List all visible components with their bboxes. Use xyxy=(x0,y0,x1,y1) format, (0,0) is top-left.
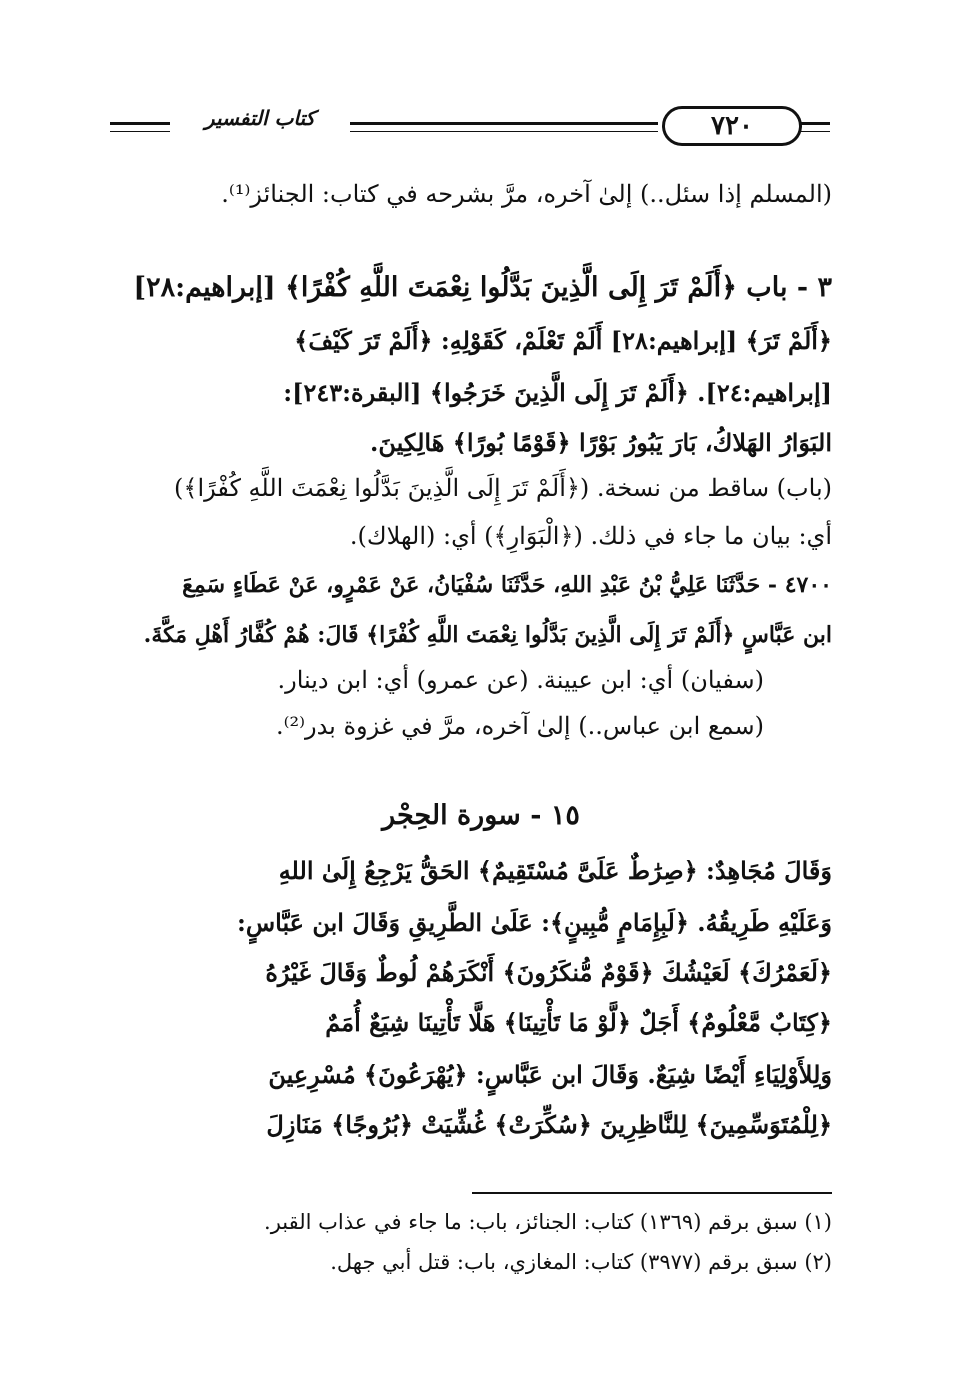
commentary-line: (سفيان) أي: ابن عيينة. (عن عمرو) أي: ابن دينار. xyxy=(277,666,764,694)
running-title: كتاب التفسير xyxy=(204,106,316,130)
hadith-text-line: [إبراهيم:٢٤]. ﴿أَلَمْ تَرَ إِلَى الَّذِينَ خَرَجُوا﴾ [البقرة:٢٤٣]: xyxy=(283,378,832,407)
header-rule xyxy=(110,122,170,132)
body-line: (المسلم إذا سئل..) إلىٰ آخره، مرَّ بشرحه في كتاب: الجنائز⁽¹⁾. xyxy=(221,180,832,208)
surah-text-line: وَقَالَ مُجَاهِدٌ: ﴿صِرَٰطٌ عَلَىَّ مُسْتَقِيمٌ﴾ الحَقُّ يَرْجِعُ إِلَىٰ اللهِ xyxy=(278,856,832,885)
header-rule xyxy=(350,122,658,132)
hadith-text-line: البَوَارُ الهَلاكُ، بَارَ يَبُورُ بَوْرًا ﴿قَوْمًا بُورًا﴾ هَالِكِينَ. xyxy=(370,428,832,457)
surah-text-line: وَعَلَيْهِ طَرِيقُهُ. ﴿لَبِإِمَامٍ مُّبِينٍ﴾: عَلَىٰ الطَّرِيقِ وَقَالَ ابن عَبَّاسٍ: xyxy=(236,908,832,937)
commentary-line: (سمع ابن عباس..) إلىٰ آخره، مرَّ في غزوة بدر⁽²⁾. xyxy=(275,712,764,740)
hadith-chain-line: ٤٧٠٠ - حَدَّثَنَا عَلِيُّ بْنُ عَبْدِ اللهِ، حَدَّثَنَا سُفْيَانُ، عَنْ عَمْرٍو، عَنْ عَطَاءٍ سَمِعَ xyxy=(182,572,832,598)
footnote-1: (١) سبق برقم (١٣٦٩) كتاب: الجنائز، باب: ما جاء في عذاب القبر. xyxy=(264,1210,832,1234)
commentary-line: أي: بيان ما جاء في ذلك. (﴿الْبَوَارِ﴾) أي: (الهلاك). xyxy=(349,522,832,550)
surah-text-line: ﴿كِتَابٌ مَّعْلُومٌ﴾ أَجَلٌ ﴿لَّوْ مَا تَأْتِينَا﴾ هَلَّا تَأْتِينَا شِيَعٌ أُمَمٌ xyxy=(325,1008,832,1037)
surah-text-line: ﴿لَعَمْرُكَ﴾ لَعَيْشُكَ ﴿قَوْمٌ مُّنكَرُونَ﴾ أَنْكَرَهُمْ لُوطٌ وَقَالَ غَيْرُهُ xyxy=(265,958,832,987)
commentary-line: (باب) ساقط من نسخة. (﴿أَلَمْ تَرَ إِلَى الَّذِينَ بَدَّلُوا نِعْمَتَ اللَّهِ كُفْرًا﴾) xyxy=(174,474,832,502)
surah-heading: ١٥ - سورة الحِجْر xyxy=(382,800,580,831)
footnote-2: (٢) سبق برقم (٣٩٧٧) كتاب: المغازي، باب: قتل أبي جهل. xyxy=(330,1250,832,1274)
page-header xyxy=(110,104,830,148)
footnote-separator xyxy=(472,1192,832,1194)
hadith-text-line: ﴿أَلَمْ تَرَ﴾ [إبراهيم:٢٨] أَلَمْ تَعْلَمْ، كَقَوْلِهِ: ﴿أَلَمْ تَرَ كَيْفَ﴾ xyxy=(294,326,832,355)
header-rule xyxy=(800,122,830,132)
surah-text-line: وَلِلأَوْلِيَاءِ أَيْضًا شِيَعٌ. وَقَالَ ابن عَبَّاسٍ: ﴿يُهْرَعُونَ﴾ مُسْرِعِينَ xyxy=(268,1060,832,1089)
surah-text-line: ﴿لِلْمُتَوَسِّمِينَ﴾ لِلنَّاظِرِينَ ﴿سُكِّرَتْ﴾ غُشِّيَتْ ﴿بُرُوجًا﴾ مَنَازِلَ xyxy=(266,1110,832,1139)
hadith-chain-line: ابن عَبَّاسٍ ﴿أَلَمْ تَرَ إِلَى الَّذِينَ بَدَّلُوا نِعْمَتَ اللَّهِ كُفْرًا﴾ قَالَ: هُمْ كُفَّارُ أَهْلِ مَكَّةَ. xyxy=(143,622,832,648)
page-number: ٧٢٠ xyxy=(662,106,802,146)
chapter-heading: ٣ - باب ﴿أَلَمْ تَرَ إِلَى الَّذِينَ بَدَّلُوا نِعْمَتَ اللَّهِ كُفْرًا﴾ [إبراهيم:٢٨] xyxy=(133,272,832,303)
